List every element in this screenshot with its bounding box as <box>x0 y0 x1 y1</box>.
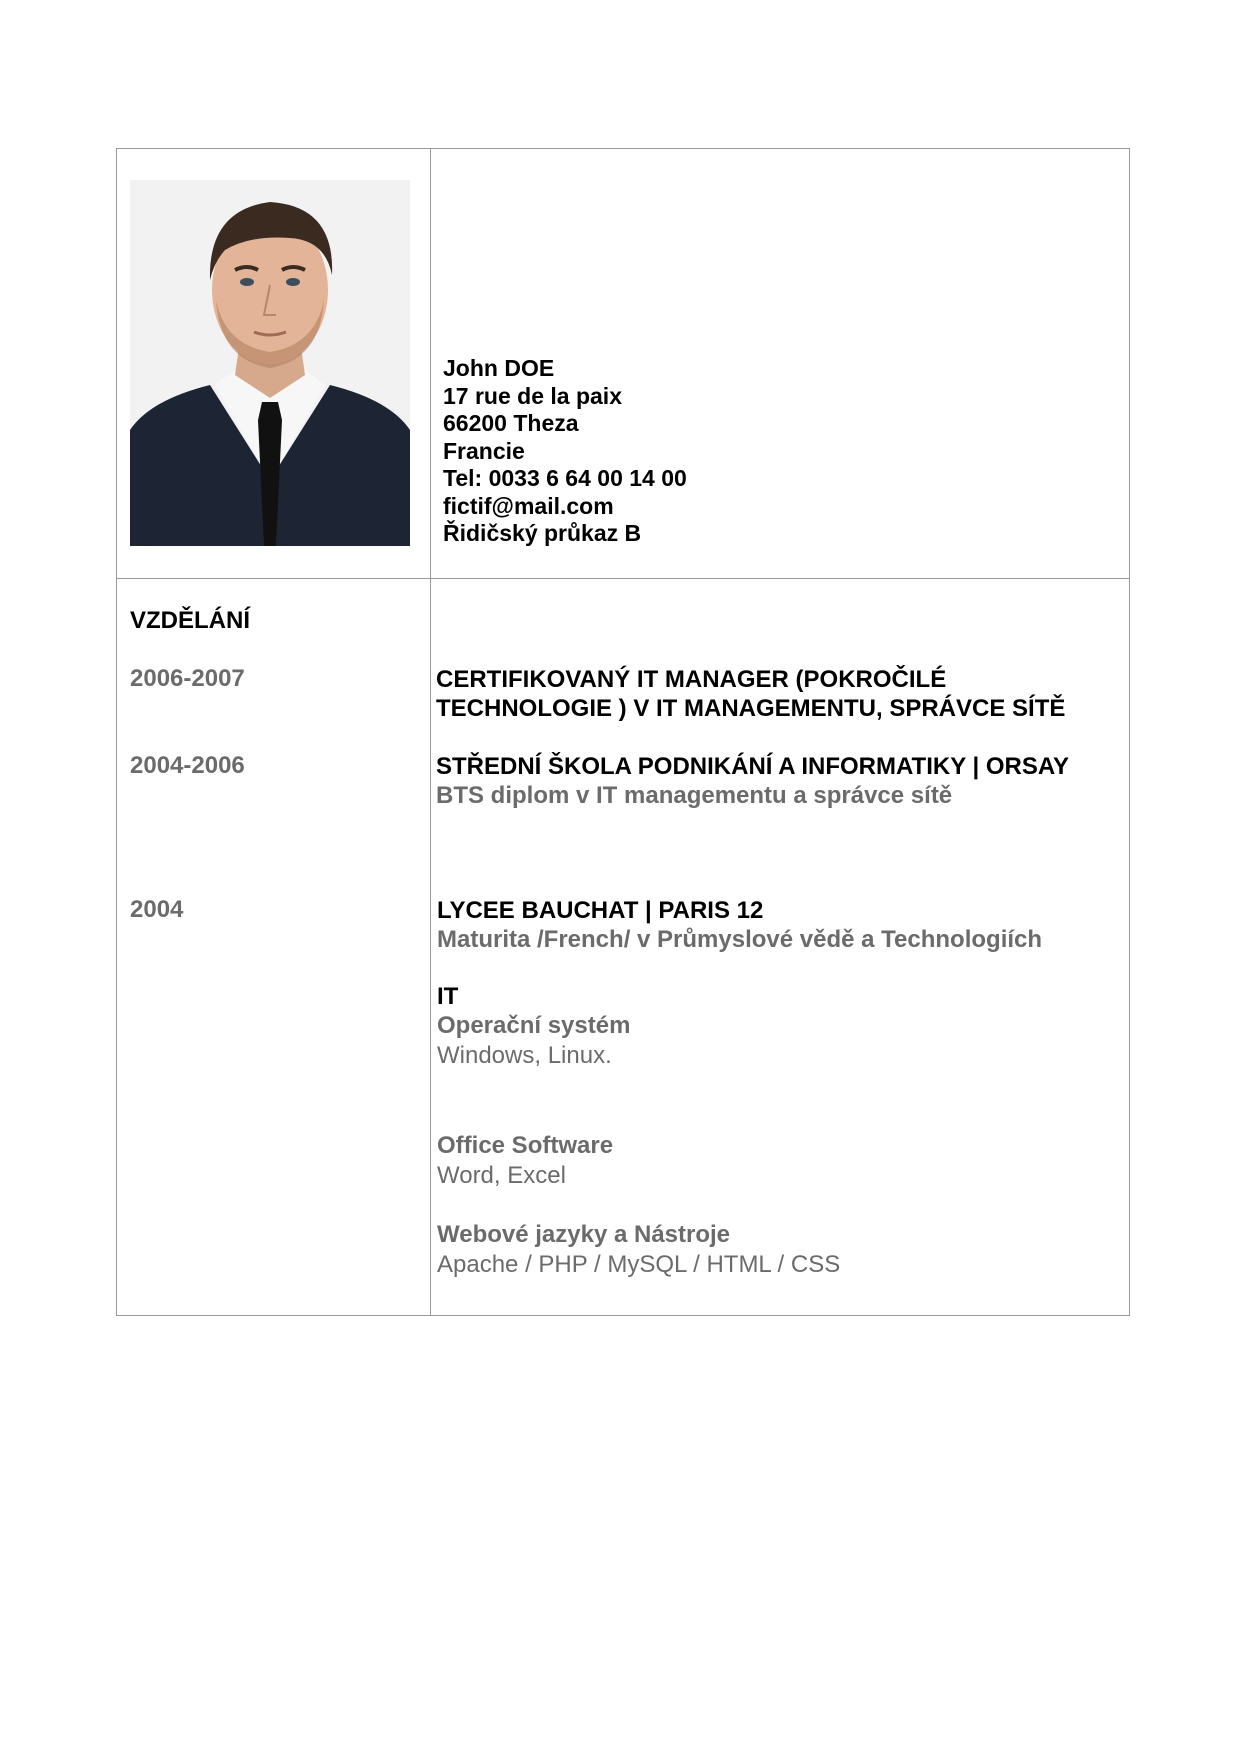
entry-subtitle: Maturita /French/ v Průmyslové vědě a Technologiích <box>437 926 1043 953</box>
cv-table <box>116 148 1130 1316</box>
contact-block <box>443 355 687 548</box>
portrait-photo <box>130 180 410 546</box>
entry-years: 2006-2007 <box>130 665 245 692</box>
it-heading: IT <box>437 983 459 1010</box>
entry-title-line: TECHNOLOGIE ) V IT MANAGEMENTU, SPRÁVCE SÍTĚ <box>436 695 1066 722</box>
contact-name: John DOE <box>443 355 555 381</box>
skill-group-title: Office Software <box>437 1132 614 1159</box>
contact-phone: Tel: 0033 6 64 00 14 00 <box>443 465 687 491</box>
entry-subtitle: BTS diplom v IT managementu a správce sítě <box>436 782 953 809</box>
entry-years: 2004 <box>130 896 184 923</box>
contact-street: 17 rue de la paix <box>443 382 622 409</box>
entry-title-line: CERTIFIKOVANÝ IT MANAGER (POKROČILÉ <box>436 666 947 693</box>
column-divider <box>430 149 431 1315</box>
education-heading: VZDĚLÁNÍ <box>130 607 250 634</box>
skill-group-value: Windows, Linux. <box>437 1042 612 1069</box>
skill-group-value: Word, Excel <box>437 1162 566 1189</box>
entry-title: STŘEDNÍ ŠKOLA PODNIKÁNÍ A INFORMATIKY | ORSAY <box>436 753 1069 780</box>
person-portrait-icon <box>130 180 410 546</box>
entry-title: LYCEE BAUCHAT | PARIS 12 <box>437 897 764 924</box>
contact-license: Řidičský průkaz B <box>443 520 642 546</box>
skill-group-title: Operační systém <box>437 1012 631 1039</box>
contact-country: Francie <box>443 437 525 464</box>
contact-city: 66200 Theza <box>443 410 579 436</box>
contact-email: fictif@mail.com <box>443 492 614 519</box>
entry-years: 2004-2006 <box>130 752 245 779</box>
row-divider <box>117 578 1129 579</box>
skill-group-title: Webové jazyky a Nástroje <box>437 1221 731 1248</box>
skill-group-value: Apache / PHP / MySQL / HTML / CSS <box>437 1251 841 1278</box>
